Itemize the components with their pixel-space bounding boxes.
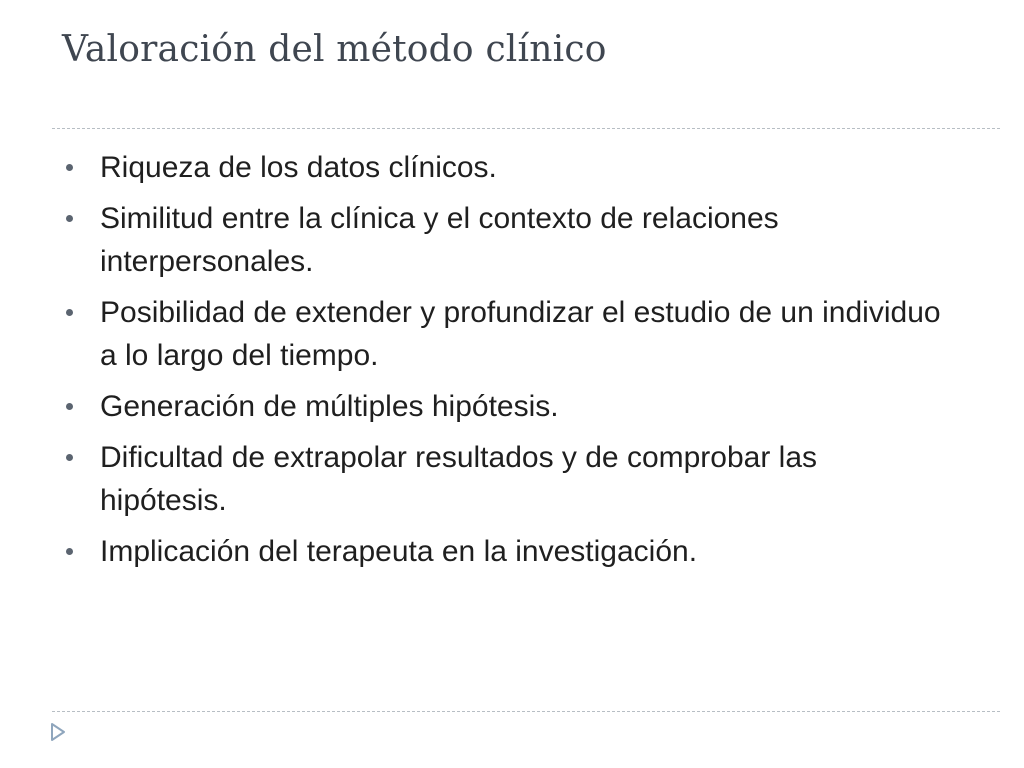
- bullet-text: Implicación del terapeuta en la investigación.: [100, 535, 698, 568]
- footer-divider: [52, 711, 1000, 712]
- bullet-list: [66, 146, 946, 581]
- bullet-icon: [66, 454, 73, 461]
- bullet-text: Dificultad de extrapolar resultados y de comprobar las hipótesis.: [100, 441, 818, 517]
- title-divider: [52, 128, 1000, 129]
- bullet-item: [66, 197, 946, 283]
- triangle-right-icon: [50, 722, 66, 742]
- bullet-item: [66, 436, 946, 522]
- bullet-icon: [66, 548, 73, 555]
- bullet-icon: [66, 403, 73, 410]
- bullet-text: Riqueza de los datos clínicos.: [100, 151, 497, 184]
- bullet-text: Generación de múltiples hipótesis.: [100, 390, 559, 423]
- bullet-icon: [66, 164, 73, 171]
- bullet-icon: [66, 309, 73, 316]
- bullet-text: Posibilidad de extender y profundizar el estudio de un individuo a lo largo del tiempo.: [100, 296, 941, 372]
- slide-title: Valoración del método clínico: [62, 29, 607, 70]
- bullet-icon: [66, 215, 73, 222]
- bullet-item: [66, 530, 946, 573]
- bullet-text: Similitud entre la clínica y el contexto de relaciones interpersonales.: [100, 202, 779, 278]
- bullet-item: [66, 291, 946, 377]
- bullet-item: [66, 385, 946, 428]
- bullet-item: [66, 146, 946, 189]
